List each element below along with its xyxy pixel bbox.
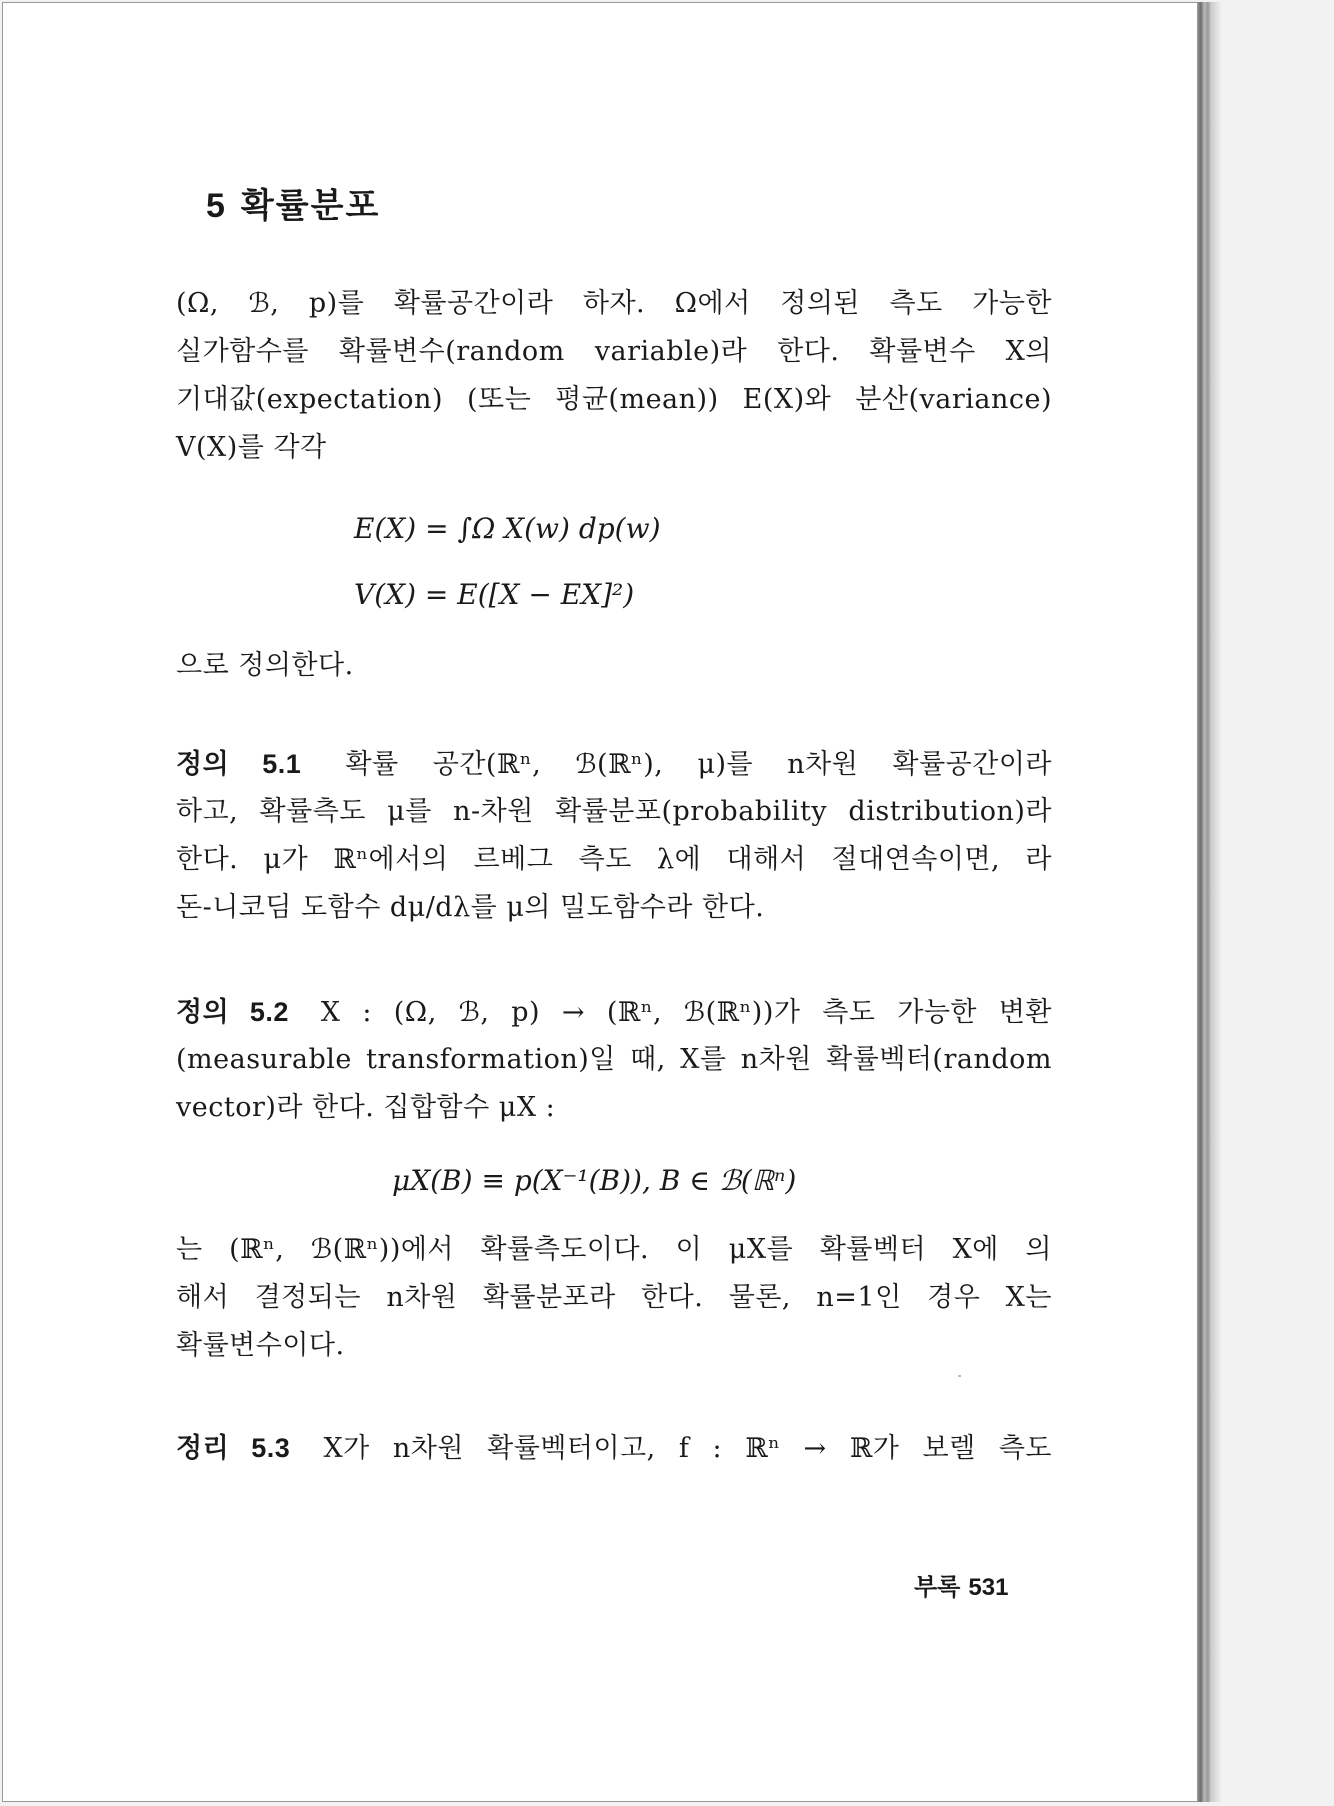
intro-line: (Ω, ℬ, p)를 확률공간이라 하자. Ω에서 정의된 측도 가능한 bbox=[176, 288, 1052, 319]
expectation-equation: E(X) = ∫Ω X(w) dp(w) bbox=[354, 512, 661, 545]
intro-paragraph bbox=[176, 280, 1052, 472]
definition-5-1 bbox=[176, 740, 1052, 932]
definition-text: 확률 공간(ℝⁿ, ℬ(ℝⁿ), μ)를 n차원 확률공간이라 bbox=[345, 749, 1052, 780]
footer-section: 부록 bbox=[914, 1572, 961, 1601]
definition-5-2 bbox=[176, 988, 1052, 1132]
definition-text: X : (Ω, ℬ, p) → (ℝⁿ, ℬ(ℝⁿ))가 측도 가능한 변환 bbox=[320, 997, 1053, 1028]
definition-label: 정의 5.1 bbox=[176, 749, 302, 779]
definition-line: 는 (ℝⁿ, ℬ(ℝⁿ))에서 확률측도이다. 이 μX를 확률벡터 X에 의 bbox=[176, 1234, 1052, 1265]
definition-line: vector)라 한다. 집합함수 μX : bbox=[176, 1092, 556, 1123]
page-number: 531 bbox=[968, 1574, 1009, 1601]
definition-line: 확률변수이다. bbox=[176, 1330, 345, 1361]
definition-5-2-continued bbox=[176, 1226, 1052, 1370]
intro-line: V(X)를 각각 bbox=[176, 432, 327, 463]
section-number: 5 bbox=[206, 187, 227, 225]
definition-label: 정의 5.2 bbox=[176, 997, 289, 1027]
section-title-text: 확률분포 bbox=[240, 186, 381, 226]
section-heading bbox=[206, 178, 380, 227]
definition-line: 해서 결정되는 n차원 확률분포라 한다. 물론, n=1인 경우 X는 bbox=[176, 1282, 1052, 1313]
distribution-equation: μX(B) ≡ p(X⁻¹(B)), B ∈ ℬ(ℝⁿ) bbox=[392, 1164, 797, 1197]
intro-closing-line: 으로 정의한다. bbox=[176, 650, 354, 681]
definition-line: 하고, 확률측도 μ를 n-차원 확률분포(probability distribution)라 bbox=[176, 796, 1052, 827]
definition-line: 돈-니코딤 도함수 dμ/dλ를 μ의 밀도함수라 한다. bbox=[176, 892, 765, 923]
variance-equation: V(X) = E([X − EX]²) bbox=[354, 578, 635, 611]
intro-line: 실가함수를 확률변수(random variable)라 한다. 확률변수 X의 bbox=[176, 336, 1052, 367]
definition-line bbox=[176, 988, 1052, 1036]
page-edge bbox=[1198, 2, 1212, 1802]
definition-line: (measurable transformation)일 때, X를 n차원 확률벡터(random bbox=[176, 1044, 1052, 1075]
theorem-5-3 bbox=[176, 1424, 1052, 1472]
theorem-text: X가 n차원 확률벡터이고, f : ℝⁿ → ℝ가 보렐 측도 bbox=[323, 1433, 1052, 1464]
page-edge-shadow bbox=[1212, 2, 1222, 1802]
theorem-line bbox=[176, 1424, 1052, 1472]
scan-speck bbox=[958, 1375, 961, 1377]
definition-line bbox=[176, 740, 1052, 788]
intro-line: 기대값(expectation) (또는 평균(mean)) E(X)와 분산(variance) bbox=[176, 384, 1052, 415]
theorem-label: 정리 5.3 bbox=[176, 1433, 291, 1463]
intro-closing bbox=[176, 642, 1052, 690]
page-footer bbox=[914, 1567, 1008, 1602]
definition-line: 한다. μ가 ℝⁿ에서의 르베그 측도 λ에 대해서 절대연속이면, 라 bbox=[176, 844, 1052, 875]
